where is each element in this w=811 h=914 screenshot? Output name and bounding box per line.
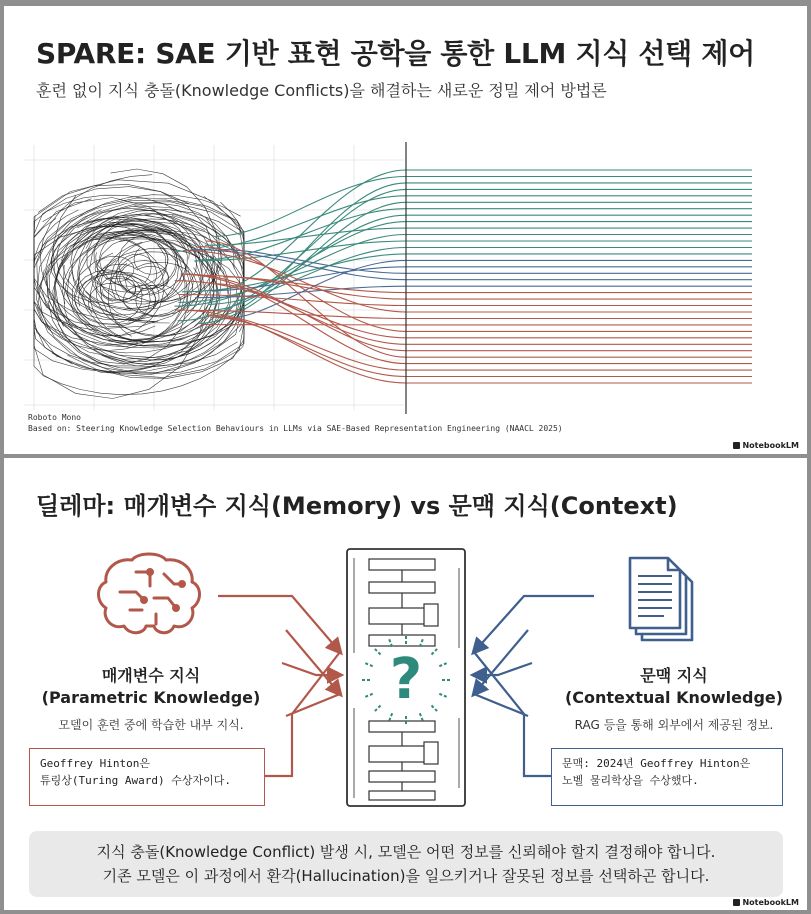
- fanning-line: [215, 177, 752, 237]
- flowchart-block: [424, 742, 438, 764]
- flowchart-block: [369, 559, 435, 570]
- page-subtitle: 훈련 없이 지식 충돌(Knowledge Conflicts)을 해결하는 새로운 정밀 제어 방법론: [36, 81, 607, 100]
- slide-knowledge-dilemma: [4, 458, 807, 910]
- notebooklm-icon: [733, 442, 740, 449]
- fanning-line: [175, 281, 752, 338]
- contextual-example-line2: 노벨 물리학상을 수상했다.: [562, 774, 699, 787]
- document-icon: [630, 558, 692, 640]
- summary-line2: 기존 모델은 이 과정에서 환각(Hallucination)을 일으키거나 잘못된 정보를 선택하곤 합니다.: [102, 867, 710, 885]
- brain-icon: [99, 554, 200, 633]
- slide-spare-overview: [4, 6, 807, 454]
- parametric-description: 모델이 훈련 중에 학습한 내부 지식.: [58, 718, 244, 732]
- contextual-description: RAG 등을 통해 외부에서 제공된 정보.: [574, 718, 774, 732]
- parametric-example-line1: Geoffrey Hinton은: [40, 757, 150, 770]
- parametric-title-line1: 매개변수 지식: [101, 666, 201, 685]
- notebooklm-logo: NotebookLM: [733, 898, 799, 907]
- page-title: SPARE: SAE 기반 표현 공학을 통한 LLM 지식 선택 제어: [36, 37, 755, 70]
- svg-text:?: ?: [389, 647, 423, 712]
- flowchart-block: [369, 791, 435, 800]
- flowchart-block: [369, 635, 435, 646]
- slide-title: 딜레마: 매개변수 지식(Memory) vs 문맥 지식(Context): [36, 492, 678, 520]
- flowchart-block: [369, 721, 435, 732]
- parametric-title-line2: (Parametric Knowledge): [41, 688, 261, 707]
- contextual-example-line1: 문맥: 2024년 Geoffrey Hinton은: [562, 757, 751, 770]
- flowchart-block: [369, 582, 435, 593]
- contextual-example-box: [551, 748, 783, 806]
- source-note: Based on: Steering Knowledge Selection Behaviours in LLMs via SAE-Based Representation Engineering (NAACL 2025): [28, 424, 563, 433]
- parametric-example-box: [29, 748, 265, 806]
- parametric-example-line2: 튜링상(Turing Award) 수상자이다.: [40, 774, 231, 787]
- notebooklm-logo: NotebookLM: [733, 441, 799, 450]
- flowchart-block: [369, 746, 429, 762]
- fanning-line: [195, 286, 752, 298]
- flowchart-block: [369, 771, 435, 782]
- contextual-title-line1: 문맥 지식: [640, 666, 708, 685]
- fanning-line: [212, 183, 752, 317]
- tangle-stroke: [67, 235, 193, 343]
- notebooklm-icon: [733, 899, 740, 906]
- fanning-line: [176, 196, 752, 252]
- fanning-line: [205, 228, 752, 245]
- tangle-to-parallel-lines-figure: [4, 140, 807, 415]
- flowchart-block: [424, 604, 438, 626]
- fanning-line: [202, 275, 752, 299]
- summary-line1: 지식 충돌(Knowledge Conflict) 발생 시, 모델은 어떤 정보를 신뢰해야 할지 결정해야 합니다.: [96, 843, 716, 861]
- fanning-line: [209, 215, 752, 310]
- flowchart-block: [369, 608, 429, 624]
- fanning-line: [210, 317, 752, 376]
- contextual-knowledge-title: [549, 665, 799, 709]
- conflict-summary-box: [29, 831, 783, 897]
- font-note: Roboto Mono: [28, 413, 81, 422]
- parametric-knowledge-title: [26, 665, 276, 709]
- contextual-title-line2: (Contextual Knowledge): [564, 688, 784, 707]
